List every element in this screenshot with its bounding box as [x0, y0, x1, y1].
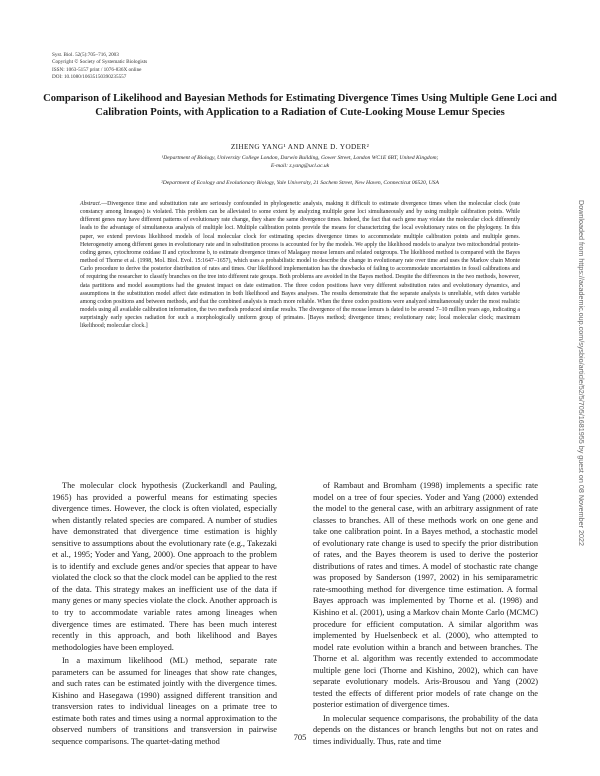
abstract-lead: Abstract.	[80, 201, 102, 207]
download-watermark-text: Downloaded from https://academic.oup.com/sysbio/article/52/5/705/1681955 by guest on 08 November 2022	[577, 200, 586, 547]
affiliation-1	[40, 155, 560, 170]
journal-citation: Syst. Biol. 52(5):705–716, 2003	[52, 52, 119, 58]
affiliation-1-email: E-mail: z.yang@ucl.ac.uk	[270, 162, 330, 169]
page-number: 705	[293, 732, 307, 742]
authors: ZIHENG YANG¹ AND ANNE D. YODER²	[230, 143, 370, 151]
left-column	[52, 480, 277, 748]
journal-doi: DOI: 10.1080/10635150390235557	[52, 74, 127, 81]
right-paragraph-2: In molecular sequence comparisons, the probability of the data depends on the distances or branch lengths but not on rates and times individually. Thus, rate and time	[313, 713, 538, 747]
journal-copyright: Copyright © Society of Systematic Biologists	[52, 59, 148, 66]
affiliation-1-address: ¹Department of Biology, University College London, Darwin Building, Gower Street, London WC1E 6BT, United Kingdom;	[161, 155, 439, 161]
paper-title: Comparison of Likelihood and Bayesian Methods for Estimating Divergence Times Using Multiple Gene Loci and Calibration Points, with Application to a Radiation of Cute-Looking Mouse Lemur Species	[43, 93, 557, 119]
abstract	[80, 200, 520, 331]
download-watermark	[574, 200, 588, 580]
left-paragraph-1: The molecular clock hypothesis (Zuckerkandl and Pauling, 1965) has provided a powerful means for estimating species divergence times. However, the clock is often violated, especially when distantly related species are compared. A number of studies have demonstrated that divergence time estimation is highly sensitive to assumptions about the evolutionary rate (e.g., Takezaki et al., 1995; Yoder and Yang, 2000). One approach to the problem is to identify and exclude genes and/or species that appear to have violated the clock so that the clock model can be applied to the rest of the data. This strategy makes an inefficient use of the data if many genes or many species violate the clock. Another approach is to try to accommodate variable rates among lineages when divergence times are estimated. There has been much interest recently in this approach, and both likelihood and Bayes methodologies have been employed.	[52, 481, 277, 652]
right-column	[313, 480, 538, 748]
abstract-body: —Divergence time and substitution rate are seriously confounded in phylogenetic analysis, making it difficult to estimate divergence times when the molecular clock (rate constancy among lineages) is violated. This problem can be alleviated to some extent by analyzing multiple gene loci simultaneously and by using multiple calibration points. While different genes may have different patterns of evolutionary rate change, they share the same divergence times. Indeed, the fact that each gene may violate the molecular clock differently leads to the advantage of simultaneous analysis of multiple loci. Multiple calibration points provide the means for characterizing the local evolutionary rates on the phylogeny. In this paper, we extend previous likelihood models of local molecular clock for estimating species divergence times to accommodate multiple calibration points and multiple genes. Heterogeneity among different genes in evolutionary rate and in substitution process is accounted for by the models. We apply the likelihood models to analyze two mitochondrial protein-coding genes, cytochrome oxidase II and cytochrome b, to estimate divergence times of Malagasy mouse lemurs and related outgroups. The likelihood method is compared with the Bayes method of Thorne et al. (1998, Mol. Biol. Evol. 15:1647–1657), which uses a probabilistic model to describe the change in evolutionary rate over time and uses the Markov chain Monte Carlo procedure to derive the posterior distribution of rates and times. Our likelihood implementation has the drawbacks of failing to accommodate uncertainties in fossil calibrations and of requiring the researcher to classify branches on the tree into different rate groups. Both problems are avoided in the Bayes method. Despite the differences in the two methods, however, data partitions and model assumptions had the greatest impact on date estimation. The three codon positions have very different substitution rates and evolutionary dynamics, and assumptions in the substitution model affect date estimation in both likelihood and Bayes analyses. The results demonstrate that the separate analysis is unreliable, with dates variable among codon positions and between methods, and that the combined analysis is much more reliable. When the three codon positions were analyzed simultaneously under the most realistic models using all available calibration information, the two methods produced similar results. The divergence of the mouse lemurs is dated to be around 7–10 million years ago, indicating a surprisingly early species radiation for such a morphologically uniform group of primates. [Bayes method; divergence times; evolutionary rate; local molecular clock; maximum likelihood; molecular clock.]	[80, 201, 520, 330]
affiliation-2: ²Department of Ecology and Evolutionary Biology, Yale University, 21 Sachem Street, New Haven, Connecticut 06520, USA	[161, 180, 439, 186]
journal-issn: ISSN: 1063-5157 print / 1076-836X online	[52, 66, 142, 73]
right-paragraph-1: of Rambaut and Bromham (1998) implements a specific rate model on a tree of four species. Yoder and Yang (2000) extended the model to the general case, with an arbitrary assignment of rate classes to branches. All of these methods work on one gene and take one calibration point. In a Bayes method, a stochastic model of evolutionary rate change is used to specify the prior distribution of rates, and the Bayes theorem is used to derive the posterior distributions of rates and times. A model of stochastic rate change was proposed by Sanderson (1997, 2002) in his semiparametric rate-smoothing method for divergence time estimation. A formal Bayes approach was implemented by Thorne et al. (1998) and Kishino et al. (2001), using a Markov chain Monte Carlo (MCMC) procedure for efficient computation. A similar algorithm was implemented by Huelsenbeck et al. (2000), who attempted to model rate evolution within a branch and between branches. The Thorne et al. algorithm was recently extended to accommodate multiple gene loci (Thorne and Kishino, 2002), which can have separate evolutionary models. Aris-Brousou and Yang (2002) tested the effects of different prior models of rate change on the posterior estimation of divergence times.	[313, 481, 538, 710]
left-paragraph-2: In a maximum likelihood (ML) method, separate rate parameters can be assumed for lineages that show rate changes, and such rates can be estimated jointly with the divergence times. Kishino and Hasegawa (1990) assigned different transition and transversion rates to individual lineages on a primate tree to estimate both rates and times using a normal approximation to the observed numbers of transitions and transversion in pairwise sequence comparisons. The quartet-dating method	[52, 656, 277, 747]
journal-info	[52, 52, 147, 82]
